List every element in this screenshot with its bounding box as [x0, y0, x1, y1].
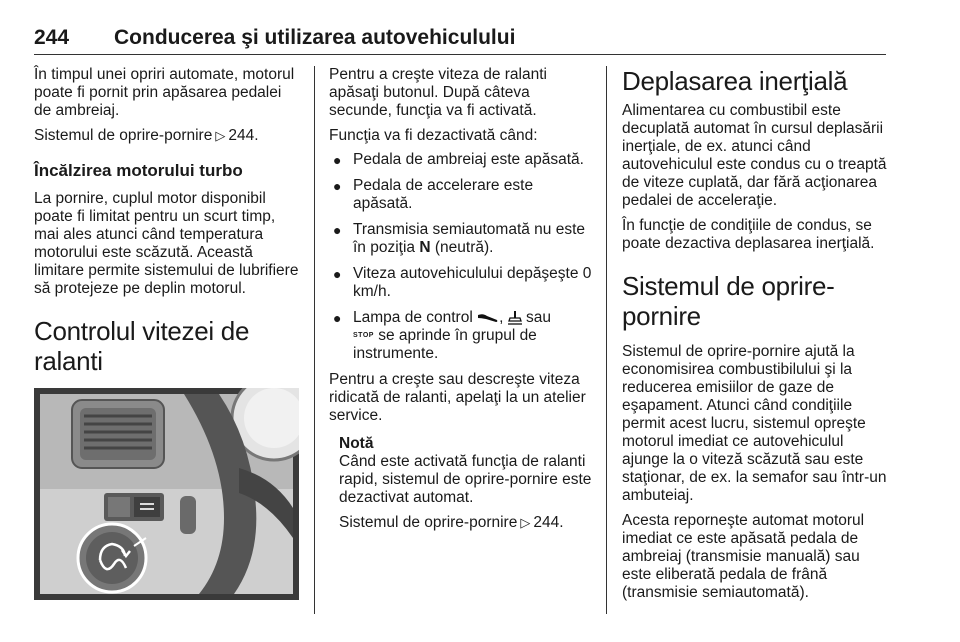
paragraph: Pentru a creşte sau descreşte viteza ridicată de ralanti, apelaţi la un atelier service.: [329, 371, 586, 425]
column-divider: [314, 66, 315, 614]
engine-autostop-icon: [477, 312, 499, 324]
column-divider: [606, 66, 607, 614]
section-title: Sistemul de oprire-pornire: [622, 271, 835, 331]
section-title: Deplasarea inerţială: [622, 66, 848, 96]
page-reference-arrow-icon: ▷: [520, 515, 531, 531]
page-reference-arrow-icon: ▷: [215, 128, 226, 143]
paragraph: În timpul unei opriri automate, motorul poate fi pornit prin apăsarea pedalei de ambreiaj.: [34, 66, 295, 119]
paragraph: Sistemul de oprire-pornire ajută la economisirea combustibilului şi la reducerea emisiilor de gaze de eşapament. Atunci când condiţiile permit acest lucru, sistemul opreşte motorul imediat ce autovehiculul ajunge la o viteză scăzută sau este staţionar, de ex. la semafor sau într-un ambuteiaj.: [622, 343, 887, 504]
paragraph: Funcţia va fi dezactivată când:: [329, 127, 538, 144]
list-item: ● Transmisia semiautomată nu este în poziţia N (neutră).: [333, 221, 586, 256]
bullet-icon: ●: [333, 152, 342, 168]
bullet-icon: ●: [333, 310, 342, 326]
bullet-icon: ●: [333, 222, 342, 238]
section-heading: Încălzirea motorului turbo: [34, 161, 243, 180]
paragraph: La pornire, cuplul motor disponibil poate fi limitat pentru un scurt timp, mai ales atunci când temperatura motorului este scăzută. Această limitare permite sistemului de lubrifiere să protejeze pe deplin motorul.: [34, 190, 299, 297]
dashboard-illustration: [34, 388, 299, 600]
deactivation-list: [329, 151, 594, 363]
page-number: 244: [34, 26, 70, 49]
paragraph-with-reference: Sistemul de oprire-pornire ▷ 244.: [339, 514, 564, 532]
idle-button-zoom-icon: [78, 524, 146, 592]
running-title: Conducerea şi utilizarea autovehiculului: [114, 26, 516, 49]
page-reference[interactable]: 244.: [533, 514, 564, 532]
list-item: ● Pedala de ambreiaj este apăsată.: [333, 151, 584, 168]
stop-icon: STOP: [353, 332, 374, 339]
page-reference[interactable]: 244.: [228, 127, 259, 144]
paragraph-with-reference: Sistemul de oprire-pornire ▷ 244.: [34, 127, 259, 144]
column-2: [329, 66, 594, 539]
note-text: Când este activată funcţia de ralanti rapid, sistemul de oprire-pornire este dezactivat automat.: [339, 453, 592, 507]
note-box: [339, 435, 594, 532]
page-header: [34, 26, 886, 55]
note-title: Notă: [339, 435, 374, 453]
column-3: [622, 66, 887, 609]
paragraph: Acesta reporneşte automat motorul imediat ce este apăsată pedala de ambreiaj (transmisie manuală) sau este eliberată pedala de frână (transmisie semiautomată).: [622, 512, 865, 601]
list-item: ● Pedala de accelerare este apăsată.: [333, 177, 534, 212]
list-item: ● Viteza autovehiculului depăşeşte 0 km/h.: [333, 265, 592, 300]
section-title: Controlul vitezei de ralanti: [34, 316, 250, 376]
paragraph: În funcţie de condiţiile de condus, se poate dezactiva deplasarea inerţială.: [622, 217, 875, 252]
paragraph: Pentru a creşte viteza de ralanti apăsaţi butonul. După câteva secunde, funcţia va fi activată.: [329, 66, 547, 119]
idle-switch-panel-icon: [104, 493, 164, 521]
list-item: ● Lampa de control , sau STOP se aprinde în grupul de instrumente.: [333, 309, 552, 363]
bullet-icon: ●: [333, 178, 342, 194]
air-vent-icon: [72, 400, 164, 468]
autostop-warning-icon: [508, 311, 522, 325]
bullet-icon: ●: [333, 266, 342, 282]
column-1: [34, 66, 299, 600]
paragraph: Alimentarea cu combustibil este decuplată automat în cursul deplasării inerţiale, de ex. atunci când autovehiculul este condus cu o treaptă de viteze cuplată, dar fără acţionarea pedalei de acceleraţie.: [622, 102, 887, 209]
